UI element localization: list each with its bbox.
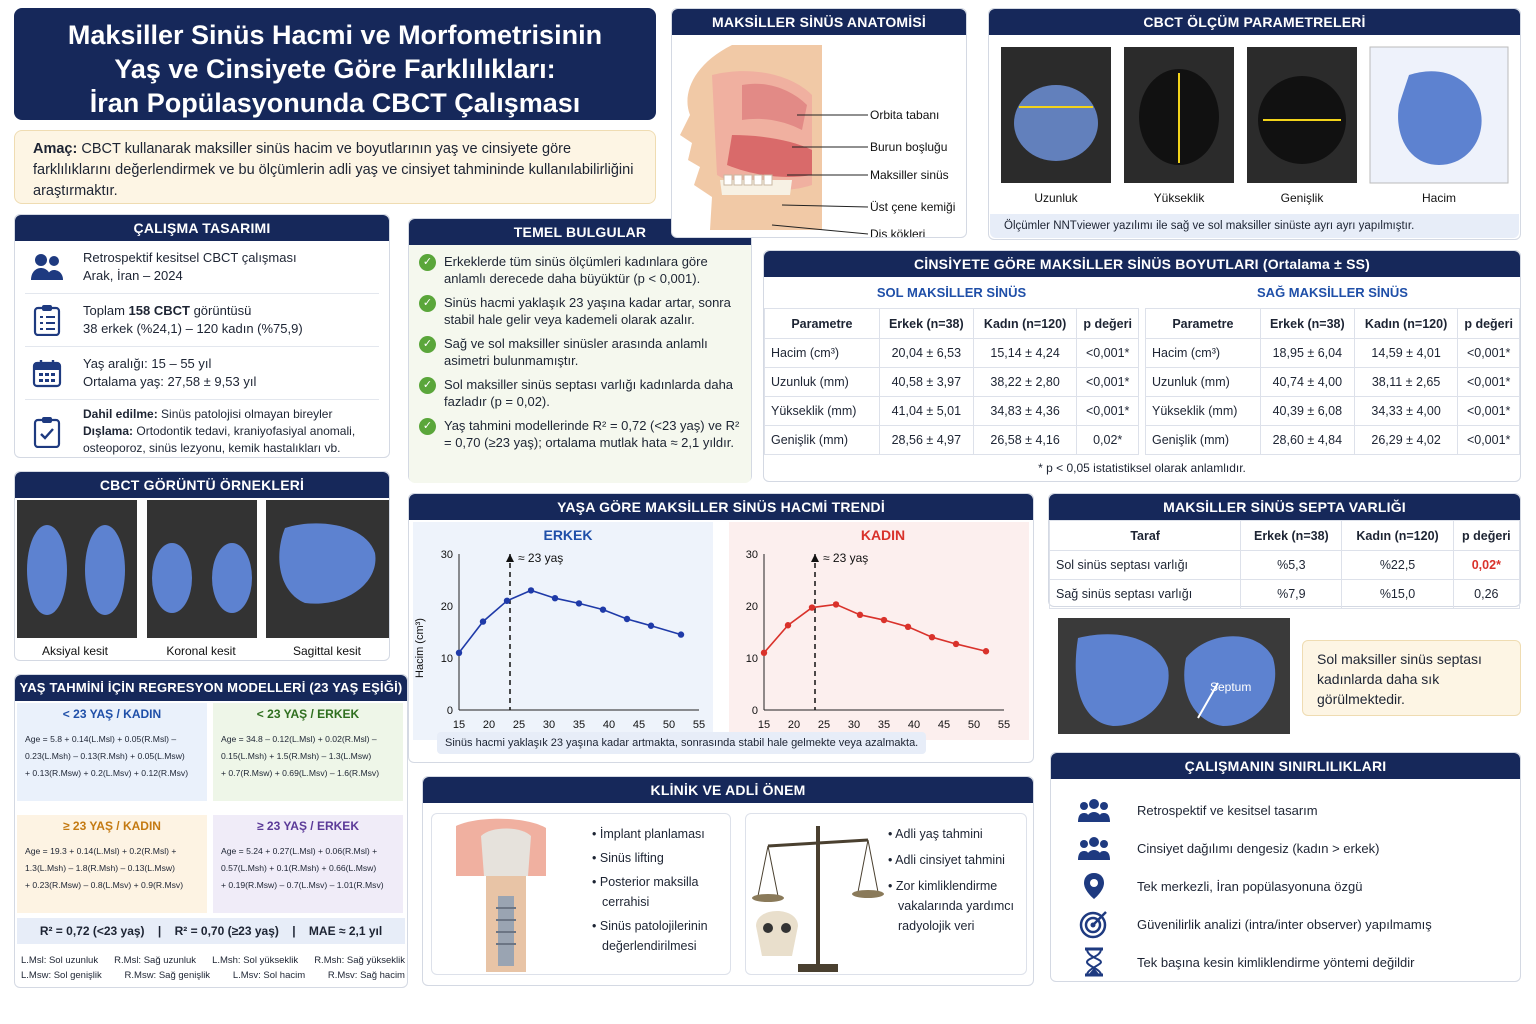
model-young-female: < 23 YAŞ / KADIN Age = 5.8 + 0.14(L.Msl) + 0.05(R.Msl) – 0.23(L.Msh) – 0.13(R.Msh) + 0.05(L.Msw) + 0.13(R.Msw) + 0.2(L.Msv) + 0.12(R.Msv) — [17, 703, 207, 801]
table-cell: 14,59 ± 4,01 — [1354, 339, 1457, 368]
data-point — [857, 612, 863, 618]
table-row — [765, 426, 1139, 455]
table-cell: Uzunluk (mm) — [1146, 368, 1261, 397]
table-cell: Genişlik (mm) — [765, 426, 880, 455]
female-chart-title: KADIN — [860, 527, 906, 543]
clinical-item: • İmplant planlaması — [592, 827, 705, 841]
data-point — [624, 616, 630, 622]
anatomy-illustration — [672, 35, 966, 237]
cbct-parameters-panel — [988, 8, 1521, 240]
table-cell: 40,39 ± 6,08 — [1260, 397, 1354, 426]
data-point — [528, 587, 534, 593]
table-row — [1050, 551, 1520, 580]
aim-box — [14, 130, 656, 204]
anatomy-panel — [671, 8, 967, 238]
y-tick-label: 0 — [751, 705, 758, 717]
male-chart-title: ERKEK — [543, 527, 593, 543]
x-tick-label: 20 — [787, 719, 801, 731]
table-cell: 38,22 ± 2,80 — [973, 368, 1076, 397]
forensic-box — [745, 813, 1027, 975]
hourglass-icon — [1051, 947, 1137, 977]
image-label: Aksiyal kesit — [41, 644, 109, 658]
cbct-label: Genişlik — [1280, 191, 1324, 205]
table-cell: Yükseklik (mm) — [765, 397, 880, 426]
check-icon: ✓ — [419, 254, 436, 271]
x-tick-label: 30 — [847, 719, 861, 731]
table-cell: Sol sinüs septası varlığı — [1050, 551, 1241, 580]
image-label: Sagittal kesit — [292, 644, 362, 658]
table-row — [1146, 339, 1520, 368]
data-point — [504, 598, 510, 604]
data-point — [761, 650, 767, 656]
data-point — [480, 618, 486, 624]
x-tick-label: 15 — [757, 719, 771, 731]
table-row — [1146, 368, 1520, 397]
design-type: Retrospektif kesitsel CBCT çalışması — [83, 250, 297, 265]
y-tick-label: 20 — [440, 601, 453, 613]
title-line-2: Yaş ve Cinsiyete Göre Farklılıkları: — [114, 54, 556, 84]
age-trend-header: YAŞA GÖRE MAKSİLLER SİNÜS HACMİ TRENDİ — [409, 494, 1033, 520]
table-cell: 26,29 ± 4,02 — [1354, 426, 1457, 455]
data-point — [600, 606, 606, 612]
table-cell: 18,95 ± 6,04 — [1260, 339, 1354, 368]
age-trend-panel — [408, 493, 1034, 763]
x-tick-label: 55 — [692, 719, 706, 731]
table-cell: <0,001* — [1458, 426, 1520, 455]
table-cell: 15,14 ± 4,24 — [973, 339, 1076, 368]
finding-item: ✓ Erkeklerde tüm sinüs ölçümleri kadınlara göre anlamlı derecede daha büyüktür (p < 0,001). — [419, 253, 741, 287]
design-row-criteria — [25, 400, 379, 463]
page-title — [14, 8, 656, 120]
table-cell: <0,001* — [1077, 397, 1139, 426]
clipboard-check-icon — [25, 412, 69, 452]
limitation-item: Güvenilirlik analizi (intra/inter observer) yapılmamış — [1051, 905, 1520, 943]
regression-header: YAŞ TAHMİNİ İÇİN REGRESYON MODELLERİ (23 YAŞ EŞİĞİ) — [15, 675, 407, 701]
x-tick-label: 25 — [817, 719, 831, 731]
limitations-panel — [1050, 752, 1521, 982]
regression-panel — [14, 674, 408, 988]
check-icon: ✓ — [419, 336, 436, 353]
data-point — [905, 624, 911, 630]
y-tick-label: 0 — [446, 705, 453, 717]
findings-list — [409, 245, 751, 483]
table-cell: <0,001* — [1077, 339, 1139, 368]
table-row — [1050, 580, 1520, 609]
data-point — [552, 595, 558, 601]
right-sinus-table: SAĞ MAKSİLLER SİNÜS Parametre Erkek (n=38) Kadın (n=120) p değeri Hacim (cm³) 18,95 ± 6,04 14,59 ± 4,01 <0,001* Uzunluk (mm) 40,74 ± 4,00 38,11 ± 2,65 <0,001* Yükseklik (mm) 40,39 ± 6,08 34,33 ± 4,00 <0,001* Genişlik (mm) 28,60 ± 4,84 26,29 ± 4,02 <0,001* — [1145, 281, 1520, 455]
design-row-age — [25, 347, 379, 400]
threshold-label: ≈ 23 yaş — [518, 551, 564, 565]
anatomy-label: Burun boşluğu — [870, 140, 948, 154]
model-old-male: ≥ 23 YAŞ / ERKEK Age = 5.24 + 0.27(L.Msl) + 0.06(R.Msl) + 0.57(L.Msh) + 0.1(R.Msh) + 0.66(L.Msw) + 0.19(R.Msw) – 0.7(L.Msv) – 1.01(R.Msv) — [213, 815, 403, 913]
anatomy-header: MAKSİLLER SİNÜS ANATOMİSİ — [672, 9, 966, 35]
clipboard-list-icon — [25, 300, 69, 340]
table-cell: 0,02* — [1077, 426, 1139, 455]
table-cell: <0,001* — [1458, 397, 1520, 426]
y-tick-label: 10 — [745, 653, 758, 665]
aim-label: Amaç: — [33, 141, 78, 157]
x-tick-label: 15 — [452, 719, 466, 731]
key-findings-header: TEMEL BULGULAR — [409, 219, 751, 245]
table-cell: Uzunluk (mm) — [765, 368, 880, 397]
table-cell: 40,58 ± 3,97 — [879, 368, 973, 397]
data-point — [833, 601, 839, 607]
threshold-label: ≈ 23 yaş — [823, 551, 869, 565]
limitation-item: Tek başına kesin kimliklendirme yöntemi değildir — [1051, 943, 1520, 981]
study-design-panel — [14, 214, 390, 458]
check-icon: ✓ — [419, 377, 436, 394]
table-row — [765, 368, 1139, 397]
scales-skull-icon — [748, 816, 888, 974]
people-icon — [25, 247, 69, 287]
age-mean: Ortalama yaş: 27,58 ± 9,53 yıl — [83, 374, 257, 389]
data-point — [929, 634, 935, 640]
data-point — [983, 648, 989, 654]
table-cell: %5,3 — [1241, 551, 1342, 580]
table-row — [765, 397, 1139, 426]
cbct-images-panel — [14, 471, 390, 661]
x-tick-label: 20 — [482, 719, 496, 731]
table-cell: <0,001* — [1458, 368, 1520, 397]
x-tick-label: 50 — [662, 719, 676, 731]
x-tick-label: 40 — [907, 719, 921, 731]
data-point — [953, 641, 959, 647]
data-point — [648, 623, 654, 629]
x-tick-label: 30 — [542, 719, 556, 731]
septa-callout: Sol maksiller sinüs septası kadınlarda daha sık görülmektedir. — [1302, 640, 1521, 716]
anatomy-label: Maksiller sinüs — [870, 168, 949, 182]
check-icon: ✓ — [419, 418, 436, 435]
x-tick-label: 35 — [877, 719, 891, 731]
left-sinus-table: SOL MAKSİLLER SİNÜS Parametre Erkek (n=38) Kadın (n=120) p değeri Hacim (cm³) 20,04 ± 6,53 15,14 ± 4,24 <0,001* Uzunluk (mm) 40,58 ± 3,97 38,22 ± 2,80 <0,001* Yükseklik (mm) 41,04 ± 5,01 34,83 ± 4,36 <0,001* Genişlik (mm) 28,56 ± 4,97 26,58 ± 4,16 0,02* — [764, 281, 1139, 455]
exclusion: Dışlama: Ortodontik tedavi, kraniyofasiyal anomali, osteoporoz, sinüs lezyonu, kemik hastalıkları vb. — [83, 424, 356, 455]
table-row — [1146, 426, 1520, 455]
aim-text: CBCT kullanarak maksiller sinüs hacim ve boyutlarının yaş ve cinsiyete göre farklılıklarını değerlendirmek ve bu ölçümlerin adli yaş ve cinsiyet tahmininde kullanılabilirliğini araştırmaktır. — [33, 141, 634, 199]
table-cell: %22,5 — [1342, 551, 1453, 580]
x-tick-label: 40 — [602, 719, 616, 731]
septa-panel: MAKSİLLER SİNÜS SEPTA VARLIĞI Taraf Erkek (n=38) Kadın (n=120) p değeri Sol sinüs septası varlığı %5,3 %22,5 0,02* Sağ sinüs septası varlığı %7,9 %15,0 0,26 — [1048, 493, 1521, 607]
table-cell: <0,001* — [1458, 339, 1520, 368]
y-tick-label: 20 — [745, 601, 758, 613]
finding-item: ✓ Sağ ve sol maksiller sinüsler arasında anlamlı asimetri bulunmamıştır. — [419, 335, 741, 369]
left-sinus-title: SOL MAKSİLLER SİNÜS — [876, 285, 1027, 300]
forensic-item: • Adli cinsiyet tahmini — [888, 853, 1005, 867]
right-sinus-title: SAĞ MAKSİLLER SİNÜS — [1257, 285, 1408, 300]
cbct-images-header: CBCT GÖRÜNTÜ ÖRNEKLERİ — [15, 472, 389, 498]
table-cell: 38,11 ± 2,65 — [1354, 368, 1457, 397]
table-cell: Hacim (cm³) — [765, 339, 880, 368]
x-tick-label: 45 — [937, 719, 951, 731]
data-point — [456, 650, 462, 656]
table-cell: 34,83 ± 4,36 — [973, 397, 1076, 426]
cbct-parameters-header: CBCT ÖLÇÜM PARAMETRELERİ — [989, 9, 1520, 35]
design-location: Arak, İran – 2024 — [83, 268, 183, 283]
clinical-item: • Sinüs patolojilerinin değerlendirilmesi — [592, 919, 708, 953]
cbct-sample-images — [15, 498, 389, 660]
table-cell: 34,33 ± 4,00 — [1354, 397, 1457, 426]
table-cell: 26,58 ± 4,16 — [973, 426, 1076, 455]
inclusion: Dahil edilme: Sinüs patolojisi olmayan bireyler — [83, 407, 333, 421]
sex-dimensions-panel — [763, 250, 1521, 482]
sample-total: Toplam 158 CBCT görüntüsü — [83, 303, 252, 318]
age-trend-charts — [409, 520, 1033, 740]
septa-header: MAKSİLLER SİNÜS SEPTA VARLIĞI — [1049, 494, 1520, 520]
data-point — [785, 622, 791, 628]
table-cell: Sağ sinüs septası varlığı — [1050, 580, 1241, 609]
finding-item: ✓ Yaş tahmini modellerinde R² = 0,72 (<23 yaş) ve R² = 0,70 (≥23 yaş); ortalama mutlak hata ≈ 2,1 yıldır. — [419, 417, 741, 451]
table-cell: 40,74 ± 4,00 — [1260, 368, 1354, 397]
cbct-note: Ölçümler NNTviewer yazılımı ile sağ ve sol maksiller sinüste ayrı ayrı yapılmıştır. — [990, 214, 1519, 238]
data-point — [881, 617, 887, 623]
age-range: Yaş aralığı: 15 – 55 yıl — [83, 356, 212, 371]
significance-note: * p < 0,05 istatistiksel olarak anlamlıdır. — [1038, 461, 1246, 475]
y-axis-label: Hacim (cm³) — [414, 618, 426, 678]
title-line-1: Maksiller Sinüs Hacmi ve Morfometrisinin — [67, 20, 603, 50]
trend-caption: Sinüs hacmi yaklaşık 23 yaşına kadar artmakta, sonrasında stabil hale gelmekte veya azalmakta. — [437, 732, 926, 754]
regression-legend: L.Msl: Sol uzunluk R.Msl: Sağ uzunluk L.Msh: Sol yükseklik R.Msh: Sağ yükseklik L.Msw: Sol genişlik R.Msw: Sağ genişlik L.Msv: Sol hacim R.Msv: Sağ hacim — [21, 955, 405, 981]
design-row-sample — [25, 294, 379, 347]
table-cell: 20,04 ± 6,53 — [879, 339, 973, 368]
calendar-icon — [25, 353, 69, 393]
x-tick-label: 25 — [512, 719, 526, 731]
group-icon — [1051, 836, 1137, 860]
check-icon: ✓ — [419, 295, 436, 312]
forensic-item: • Zor kimliklendirme vakalarında yardımcı radyolojik veri — [888, 879, 1015, 933]
clinical-item: • Posterior maksilla cerrahisi — [592, 875, 699, 909]
table-row — [1146, 397, 1520, 426]
table-cell: 0,02* — [1453, 551, 1519, 580]
target-icon — [1051, 909, 1137, 939]
limitation-item: Retrospektif ve kesitsel tasarım — [1051, 791, 1520, 829]
group-icon — [1051, 798, 1137, 822]
model-young-male: < 23 YAŞ / ERKEK Age = 34.8 – 0.12(L.Msl) + 0.02(R.Msl) – 0.15(L.Msh) + 1.5(R.Msh) – 1.3(L.Msw) + 0.7(R.Msw) + 0.69(L.Msv) – 1.6(R.Msv) — [213, 703, 403, 801]
model-old-female: ≥ 23 YAŞ / KADIN Age = 19.3 + 0.14(L.Msl) + 0.2(R.Msl) + 1.3(L.Msh) – 1.8(R.Msh) – 0.13(L.Msw) + 0.23(R.Msw) – 0.8(L.Msv) + 0.9(R.Msv) — [17, 815, 207, 913]
anatomy-label: Orbita tabanı — [870, 108, 940, 122]
table-cell: %15,0 — [1342, 580, 1453, 609]
table-cell: <0,001* — [1077, 368, 1139, 397]
table-cell: Genişlik (mm) — [1146, 426, 1261, 455]
table-cell: 41,04 ± 5,01 — [879, 397, 973, 426]
table-cell: 28,56 ± 4,97 — [879, 426, 973, 455]
clinical-forensic-header: KLİNİK VE ADLİ ÖNEM — [423, 777, 1033, 803]
cbct-measurement-images — [989, 35, 1520, 209]
finding-item: ✓ Sinüs hacmi yaklaşık 23 yaşına kadar artar, sonra stabil hale gelir veya kademeli olarak azalır. — [419, 294, 741, 328]
clinical-forensic-panel — [422, 776, 1034, 986]
x-tick-label: 55 — [997, 719, 1011, 731]
table-cell: %7,9 — [1241, 580, 1342, 609]
study-design-header: ÇALIŞMA TASARIMI — [15, 215, 389, 241]
clinical-item: • Sinüs lifting — [592, 851, 664, 865]
data-point — [678, 631, 684, 637]
y-tick-label: 30 — [440, 549, 453, 561]
anatomy-label: Üst çene kemiği — [870, 200, 956, 214]
image-label: Koronal kesit — [166, 644, 236, 658]
sex-dimensions-header: CİNSİYETE GÖRE MAKSİLLER SİNÜS BOYUTLARI (Ortalama ± SS) — [764, 251, 1520, 277]
design-row-type — [25, 241, 379, 294]
septum-image — [1058, 618, 1290, 734]
data-point — [576, 600, 582, 606]
key-findings-panel — [408, 218, 752, 482]
table-row — [765, 339, 1139, 368]
limitations-header: ÇALIŞMANIN SINIRLILIKLARI — [1051, 753, 1520, 779]
anatomy-label: Diş kökleri — [870, 227, 926, 237]
data-point — [809, 604, 815, 610]
location-pin-icon — [1051, 872, 1137, 900]
table-cell: Hacim (cm³) — [1146, 339, 1261, 368]
table-cell: 28,60 ± 4,84 — [1260, 426, 1354, 455]
dental-implant-icon — [436, 816, 576, 974]
clinical-box — [431, 813, 731, 975]
x-tick-label: 35 — [572, 719, 586, 731]
sample-split: 38 erkek (%24,1) – 120 kadın (%75,9) — [83, 321, 303, 336]
x-tick-label: 45 — [632, 719, 646, 731]
regression-stats: R² = 0,72 (<23 yaş) | R² = 0,70 (≥23 yaş) | MAE ≈ 2,1 yıl — [17, 918, 405, 944]
x-tick-label: 50 — [967, 719, 981, 731]
table-cell: Yükseklik (mm) — [1146, 397, 1261, 426]
finding-item: ✓ Sol maksiller sinüs septası varlığı kadınlarda daha fazladır (p = 0,02). — [419, 376, 741, 410]
table-cell: 0,26 — [1453, 580, 1519, 609]
limitation-item: Cinsiyet dağılımı dengesiz (kadın > erkek) — [1051, 829, 1520, 867]
cbct-label: Hacim — [1421, 191, 1457, 205]
y-tick-label: 30 — [745, 549, 758, 561]
cbct-label: Uzunluk — [1034, 191, 1078, 205]
y-tick-label: 10 — [440, 653, 453, 665]
cbct-label: Yükseklik — [1153, 191, 1205, 205]
title-line-3: İran Popülasyonunda CBCT Çalışması — [89, 88, 581, 118]
forensic-item: • Adli yaş tahmini — [888, 827, 983, 841]
septum-label: Septum — [1210, 680, 1252, 694]
limitation-item: Tek merkezli, İran popülasyonuna özgü — [1051, 867, 1520, 905]
